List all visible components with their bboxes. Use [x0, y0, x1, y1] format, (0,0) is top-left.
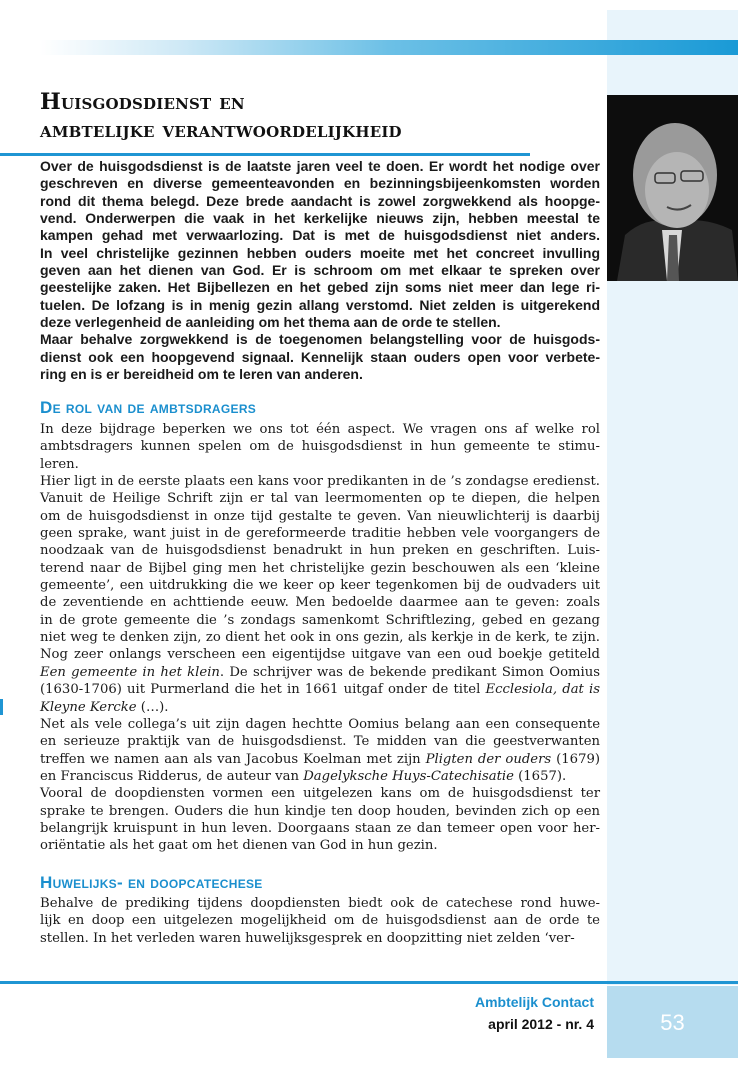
italic-title: Ecclesiola, dat is: [485, 682, 600, 698]
italic-title: Een gemeente in het klein: [40, 664, 220, 680]
section-heading-ambtsdragers: De rol van de ambtsdragers: [40, 398, 257, 417]
text-line: en serieuze praktijk van de huisgodsdienst. Te midden van die geestverwanten: [40, 734, 600, 750]
text-segment: treffen we namen aan als van Jacobus Koelman met zijn: [40, 751, 426, 767]
text-line: gemeente’, een uitdrukking die we keer op keer tegenkomen bij de oudvaders uit: [40, 578, 600, 594]
text-line: geen sprake, want juist in de gereformeerde traditie hebben vele voorgangers de: [40, 526, 600, 542]
text-line: lijk en doop een uitgelezen mogelijkheid om de huisgodsdienst aan de orde te: [40, 913, 600, 929]
lead-text: [40, 158, 600, 383]
text-segment: (1657).: [513, 768, 567, 784]
text-line: [40, 664, 600, 681]
text-line: noodzaak van de huisgodsdienst benadrukt in hun preken en geschriften. Luis-: [40, 543, 600, 559]
text-line: terend naar de Bijbel ging men het christelijke gezin beschouwen als een ‘kleine: [40, 560, 600, 576]
text-line: [40, 681, 600, 698]
text-line: Vooral de doopdiensten vormen een uitgelezen kans om de huisgodsdienst ter: [40, 786, 600, 802]
text-line: niet weg te denken zijn, zo dient het ook in ons gezin, als kerkje in de kerk, te zijn.: [40, 630, 600, 646]
title-line-1: Huisgodsdienst en: [40, 89, 245, 115]
text-line: geschreven en diverse gemeenteavonden en bezinningsbijeenkomsten worden: [40, 175, 600, 192]
text-line: Hier ligt in de eerste plaats een kans voor predikanten in de ’s zondagse eredienst.: [40, 474, 600, 490]
page-number: 53: [660, 1010, 685, 1035]
italic-title: Kleyne Kercke: [40, 699, 137, 715]
text-line: Maar behalve zorgwekkend is de toegenomen belangstelling voor de huisgods-: [40, 331, 600, 348]
text-line: rond dit thema belegd. Deze brede aandacht is zowel zorgwekkend als hoopge-: [40, 192, 600, 209]
text-segment: . De schrijver was de bekende predikant Simon Oomius: [219, 664, 600, 680]
text-line: Behalve de prediking tijdens doopdiensten biedt ook de catechese rond huwe-: [40, 896, 600, 911]
text-line: dienst ook een hoopgevend signaal. Kennelijk staan ouders open voor verbete-: [40, 348, 600, 365]
text-line: ring en is er bereidheid om te leren van anderen.: [40, 366, 363, 383]
text-line: stellen. In het verleden waren huwelijksgesprek en doopzitting niet zelden ‘ver-: [40, 930, 575, 946]
title-rule: [0, 153, 530, 156]
author-photo: [607, 95, 738, 281]
margin-marker: [0, 699, 3, 715]
text-line: [40, 699, 600, 716]
section-body-catechese: [40, 895, 600, 947]
italic-title: Dagelyksche Huys-Catechisatie: [303, 768, 514, 784]
text-line: leren.: [40, 456, 79, 472]
italic-title: Pligten der ouders: [425, 751, 552, 767]
text-line: [40, 768, 600, 785]
page-title: [40, 88, 402, 144]
text-line: Over de huisgodsdienst is de laatste jaren veel te doen. Er wordt het nodige over: [40, 158, 600, 174]
text-line: In deze bijdrage beperken we ons tot één aspect. We vragen ons af welke rol: [40, 422, 600, 437]
text-line: oriëntatie als het gaat om het dienen van God in hun gezin.: [40, 838, 438, 854]
text-line: ambtsdragers kunnen spelen om de huisgodsdienst in hun gemeente te stimu-: [40, 439, 600, 455]
section-heading-catechese: Huwelijks- en doopcatechese: [40, 873, 263, 892]
text-line: geven aan het dienen van God. Er is schroom om met elkaar te spreken over: [40, 262, 600, 279]
text-line: sprake te brengen. Ouders die hun kindje ten doop houden, bevinden zich op een: [40, 803, 600, 819]
portrait-image: [607, 95, 738, 281]
text-line: [40, 751, 600, 768]
text-line: deze verlegenheid de aanleiding om het thema aan de orde te stellen.: [40, 314, 501, 331]
text-segment: (1679): [551, 751, 600, 767]
text-line: in de grote gemeente die ’s zondags samenkomt Schriftlezing, gebed en gezang: [40, 612, 600, 628]
header-gradient-bar: [40, 40, 738, 55]
title-line-2: ambtelijke verantwoordelijkheid: [40, 117, 402, 143]
text-segment: en Franciscus Ridderus, de auteur van: [40, 768, 304, 784]
text-line: In veel christelijke gezinnen hebben ouders moeite met het concreet invulling: [40, 244, 600, 261]
issue-info: april 2012 - nr. 4: [488, 1016, 594, 1032]
text-line: vend. Onderwerpen die vaak in het kerkelijke nieuws zijn, hebben meestal te: [40, 210, 600, 227]
section-body-ambtsdragers: [40, 421, 600, 855]
text-line: Nog zeer onlangs verscheen een eigentijdse uitgave van een oud boekje getiteld: [40, 647, 600, 663]
text-line: tuelen. De lofzang is in menig gezin allang verstomd. Niet zelden is uitgerekend: [40, 296, 600, 313]
text-line: om de huisgodsdienst in onze tijd gestalte te geven. Van nieuwlichterij is daarbij: [40, 508, 600, 524]
text-line: de zeventiende en achttiende eeuw. Men bedoelde daarmee aan te geven: zoals: [40, 595, 600, 611]
text-line: Vanuit de Heilige Schrift zijn er tal van leermomenten op te diepen, die helpen: [40, 491, 600, 507]
publication-name: Ambtelijk Contact: [474, 994, 594, 1010]
text-segment: (1630-1706) uit Purmerland die het in 1661 uitgaf onder de titel: [40, 682, 486, 698]
footer-rule: [0, 981, 738, 984]
text-segment: (…).: [136, 699, 169, 715]
text-line: belangrijk kruispunt in hun leven. Doorgaans staan ze dan temeer open voor her-: [40, 820, 600, 836]
text-line: kampen gehad met verwaarlozing. Dat is met de huisgodsdienst niet anders.: [40, 227, 600, 244]
text-line: Net als vele collega’s uit zijn dagen hechtte Oomius belang aan een consequente: [40, 716, 600, 732]
text-line: geestelijke zaken. Het Bijbellezen en het gebed zijn soms niet meer dan lege ri-: [40, 279, 600, 296]
